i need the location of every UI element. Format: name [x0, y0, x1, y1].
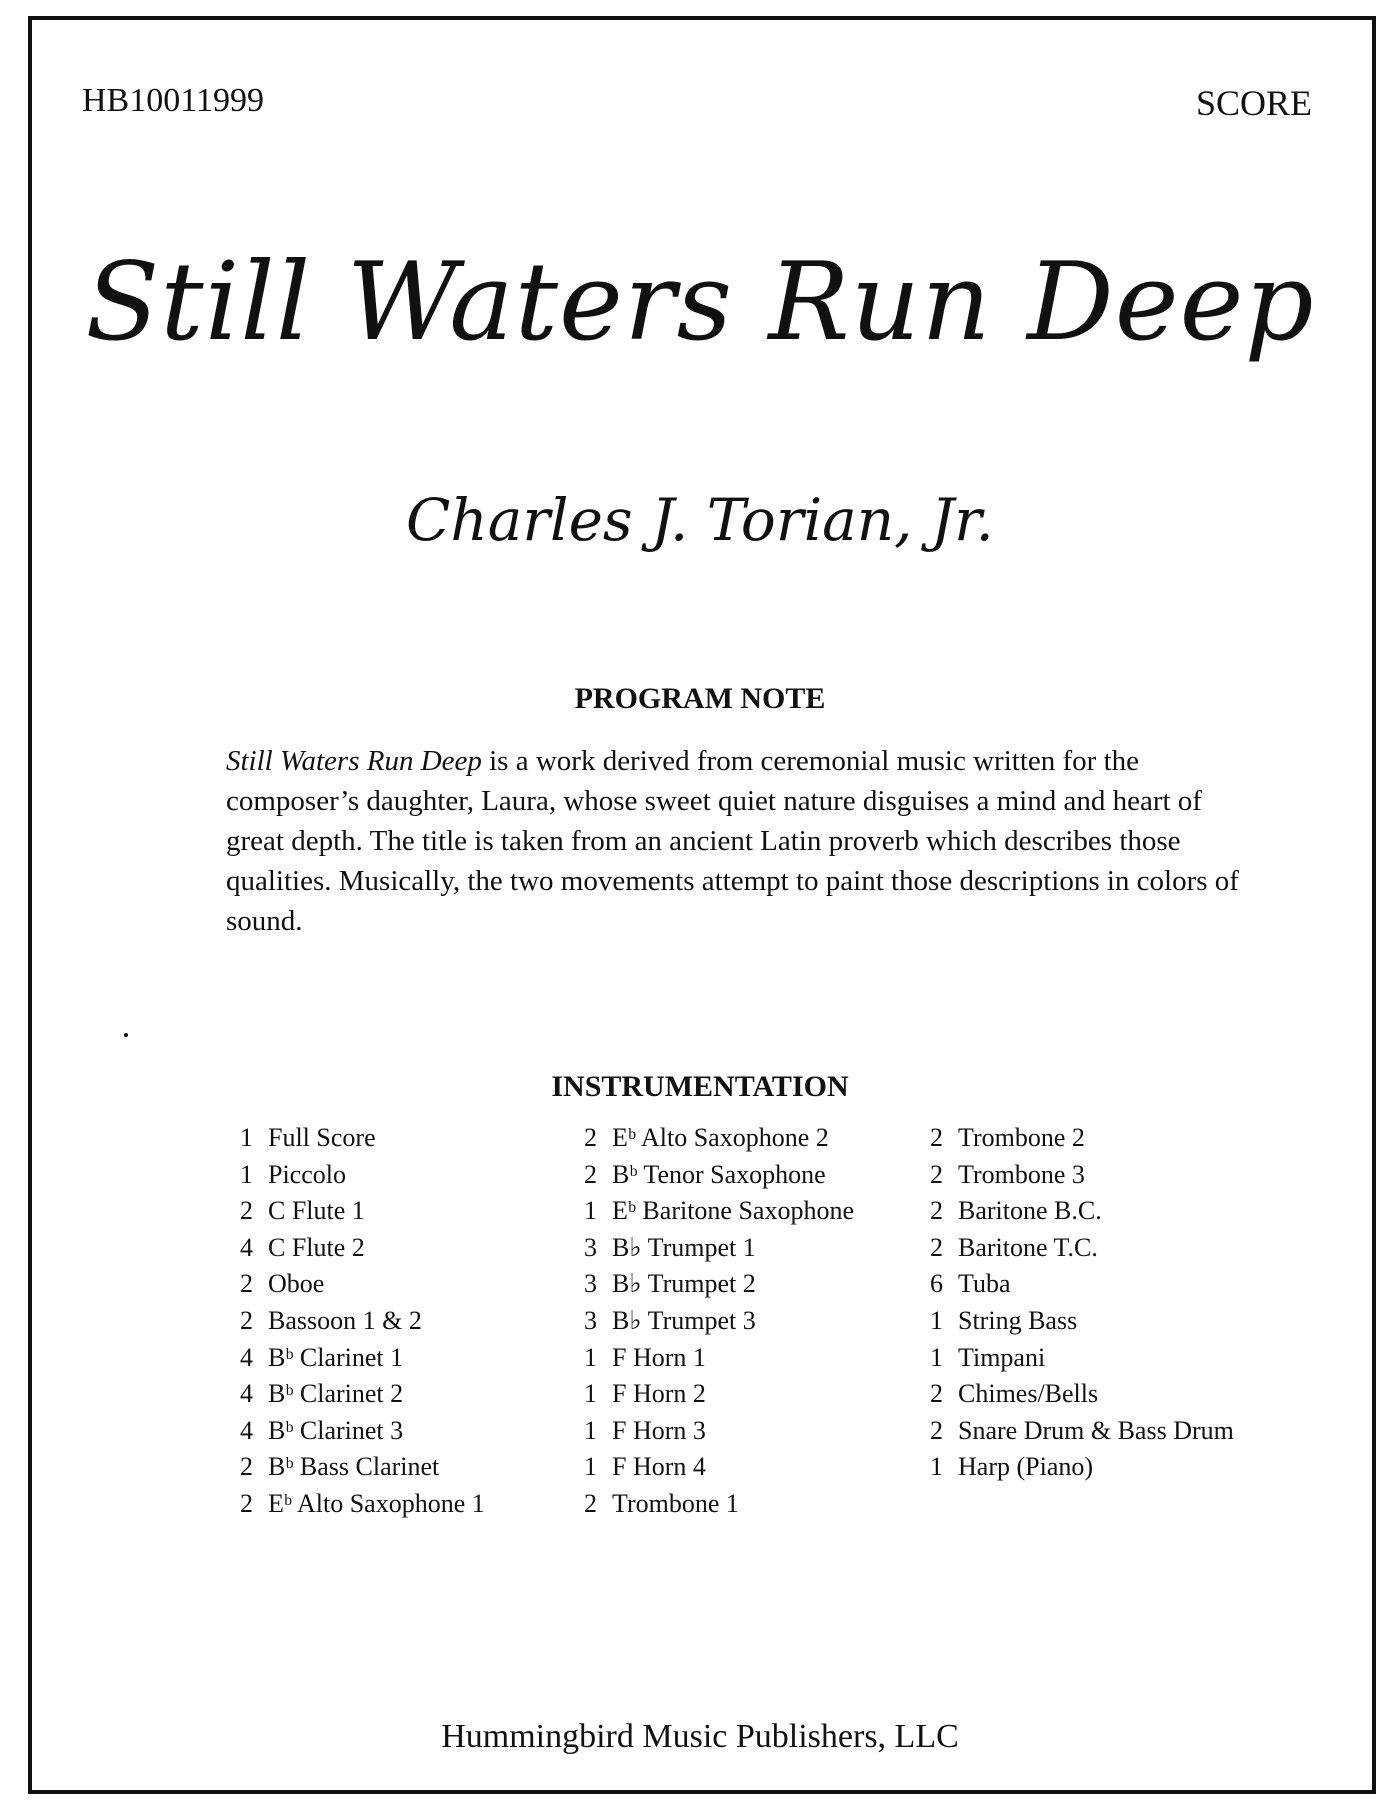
- instrument-name: Snare Drum & Bass Drum: [958, 1415, 1234, 1445]
- instrument-quantity: 1: [930, 1305, 943, 1335]
- instrument-name: Bᵇ Bass Clarinet: [268, 1452, 440, 1482]
- instrument-quantity: 1: [584, 1452, 597, 1482]
- instrument-name: Oboe: [268, 1269, 325, 1299]
- instrument-item: [930, 1449, 1234, 1486]
- instrument-quantity: 2: [240, 1452, 253, 1482]
- instrument-item: [930, 1340, 1234, 1377]
- instrument-item: [240, 1157, 485, 1194]
- instrument-item: [240, 1376, 485, 1413]
- instrument-name: C Flute 2: [268, 1232, 365, 1262]
- instrument-quantity: 4: [240, 1379, 253, 1409]
- instrument-quantity: 1: [584, 1415, 597, 1445]
- instrument-item: [930, 1157, 1234, 1194]
- instrument-quantity: 2: [930, 1159, 943, 1189]
- instrument-item: [930, 1230, 1234, 1267]
- instrument-item: [930, 1413, 1234, 1450]
- instrument-name: Trombone 2: [958, 1123, 1085, 1152]
- instrument-quantity: 1: [584, 1342, 597, 1372]
- instrument-column-2: [584, 1120, 854, 1523]
- instrument-item: [584, 1486, 854, 1523]
- instrument-item: [930, 1120, 1234, 1157]
- instrument-name: Eᵇ Alto Saxophone 1: [268, 1488, 485, 1518]
- instrument-item: [930, 1193, 1234, 1230]
- instrument-name: F Horn 2: [612, 1379, 706, 1409]
- instrument-quantity: 2: [240, 1305, 253, 1335]
- piece-title: Still Waters Run Deep: [85, 240, 1315, 365]
- instrument-item: [240, 1449, 485, 1486]
- instrument-quantity: 1: [584, 1379, 597, 1409]
- instrument-name: B♭ Trumpet 1: [612, 1232, 756, 1262]
- instrument-name: String Bass: [958, 1305, 1078, 1335]
- instrument-quantity: 1: [240, 1123, 253, 1152]
- instrument-item: [584, 1230, 854, 1267]
- instrumentation-heading: INSTRUMENTATION: [551, 1070, 849, 1103]
- instrument-quantity: 2: [240, 1488, 253, 1518]
- instrument-quantity: 2: [930, 1379, 943, 1409]
- instrument-quantity: 2: [240, 1269, 253, 1299]
- instrument-quantity: 2: [240, 1196, 253, 1226]
- instrument-name: Baritone T.C.: [958, 1232, 1098, 1262]
- instrument-item: [240, 1303, 485, 1340]
- instrument-quantity: 2: [930, 1232, 943, 1262]
- instrument-quantity: 6: [930, 1269, 943, 1299]
- instrument-name: F Horn 3: [612, 1415, 706, 1445]
- instrument-item: [240, 1340, 485, 1377]
- instrument-quantity: 2: [930, 1123, 943, 1152]
- instrument-quantity: 3: [584, 1305, 597, 1335]
- instrument-name: Bassoon 1 & 2: [268, 1305, 422, 1335]
- publisher-footer: Hummingbird Music Publishers, LLC: [441, 1718, 959, 1755]
- instrument-quantity: 2: [584, 1488, 597, 1518]
- instrument-name: B♭ Trumpet 3: [612, 1305, 756, 1335]
- instrument-quantity: 1: [930, 1452, 943, 1482]
- instrument-quantity: 2: [930, 1196, 943, 1226]
- instrument-quantity: 2: [930, 1415, 943, 1445]
- instrument-name: Bᵇ Tenor Saxophone: [612, 1159, 826, 1189]
- instrument-item: [240, 1120, 485, 1157]
- instrument-name: Tuba: [958, 1269, 1011, 1299]
- instrument-item: [584, 1120, 854, 1157]
- program-note-heading: PROGRAM NOTE: [574, 682, 826, 715]
- instrument-item: [584, 1376, 854, 1413]
- instrument-item: [240, 1193, 485, 1230]
- instrument-quantity: 2: [584, 1159, 597, 1189]
- composer-name: Charles J. Torian, Jr.: [406, 486, 994, 554]
- instrument-name: Bᵇ Clarinet 3: [268, 1415, 404, 1445]
- edition-label: SCORE: [1195, 83, 1312, 123]
- instrument-name: Piccolo: [268, 1159, 346, 1189]
- instrument-item: [240, 1266, 485, 1303]
- instrument-name: Bᵇ Clarinet 2: [268, 1379, 404, 1409]
- instrument-name: B♭ Trumpet 2: [612, 1269, 756, 1299]
- instrument-item: [584, 1266, 854, 1303]
- instrument-name: Full Score: [268, 1123, 376, 1152]
- program-note-title: Still Waters Run Deep: [226, 745, 482, 777]
- catalog-number: HB10011999: [82, 82, 264, 119]
- instrument-quantity: 4: [240, 1342, 253, 1372]
- instrument-item: [930, 1376, 1234, 1413]
- instrument-name: Eᵇ Alto Saxophone 2: [612, 1123, 829, 1152]
- instrument-name: Eᵇ Baritone Saxophone: [612, 1196, 854, 1226]
- instrument-item: [584, 1193, 854, 1230]
- instrument-quantity: 1: [930, 1342, 943, 1372]
- stray-dot: [124, 1033, 128, 1037]
- instrument-item: [930, 1303, 1234, 1340]
- instrument-name: Chimes/Bells: [958, 1379, 1099, 1409]
- instrument-name: Harp (Piano): [958, 1452, 1094, 1482]
- instrument-item: [584, 1413, 854, 1450]
- instrument-item: [240, 1413, 485, 1450]
- instrument-item: [584, 1340, 854, 1377]
- instrument-name: Timpani: [958, 1342, 1046, 1372]
- instrument-quantity: 2: [584, 1123, 597, 1152]
- program-note-text: [226, 741, 1246, 941]
- program-note-body: is a work derived from ceremonial music written for the composer’s daughter, Laura, whose sweet quiet nature disguises a mind and heart of great depth. The title is taken from an ancient Latin proverb which describes those qualities. Musically, the two movements attempt to paint those descriptions in colors of sound.: [226, 745, 1239, 937]
- instrument-name: Trombone 1: [612, 1488, 739, 1518]
- instrument-quantity: 1: [584, 1196, 597, 1226]
- instrument-quantity: 1: [240, 1159, 253, 1189]
- instrument-name: Trombone 3: [958, 1159, 1085, 1189]
- instrument-item: [240, 1486, 485, 1523]
- instrument-quantity: 3: [584, 1269, 597, 1299]
- instrument-quantity: 4: [240, 1232, 253, 1262]
- instrument-name: F Horn 4: [612, 1452, 706, 1482]
- instrument-item: [584, 1449, 854, 1486]
- instrument-name: C Flute 1: [268, 1196, 365, 1226]
- instrument-name: Baritone B.C.: [958, 1196, 1102, 1226]
- instrument-name: F Horn 1: [612, 1342, 706, 1372]
- instrument-item: [584, 1157, 854, 1194]
- instrument-name: Bᵇ Clarinet 1: [268, 1342, 404, 1372]
- instrument-quantity: 4: [240, 1415, 253, 1445]
- instrument-quantity: 3: [584, 1232, 597, 1262]
- instrument-item: [240, 1230, 485, 1267]
- instrument-item: [584, 1303, 854, 1340]
- instrument-column-1: [240, 1120, 485, 1523]
- instrument-item: [930, 1266, 1234, 1303]
- instrument-column-3: [930, 1120, 1234, 1486]
